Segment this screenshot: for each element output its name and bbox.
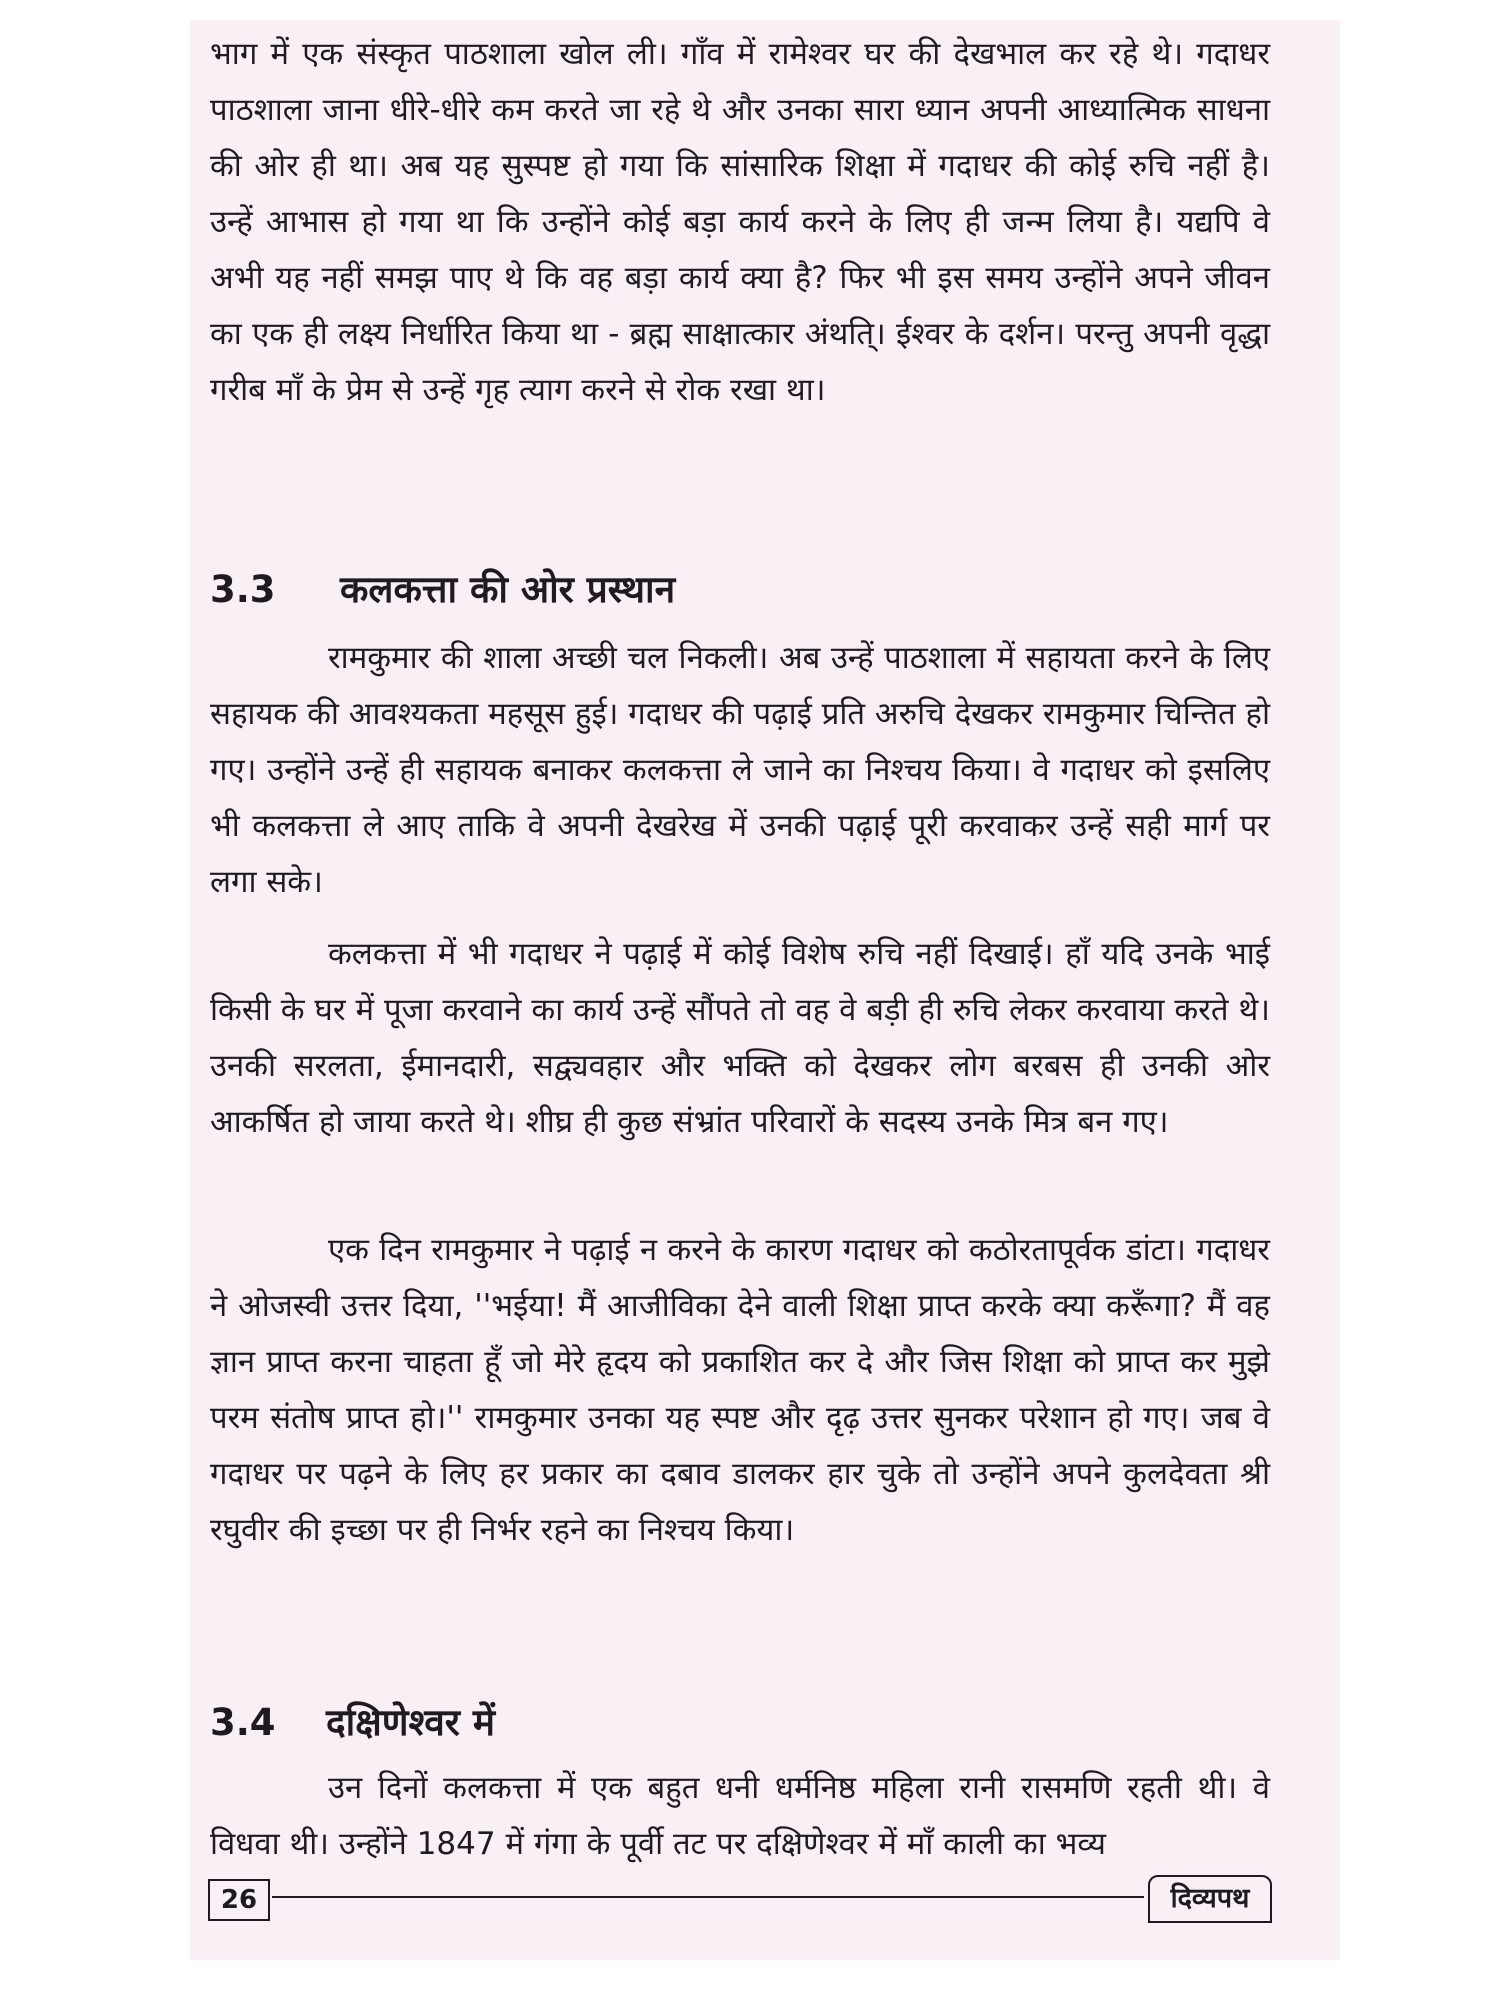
page-footer: [208, 1875, 1272, 1923]
section-number: 3.4: [210, 1701, 276, 1744]
section-title: कलकत्ता की ओर प्रस्थान: [340, 568, 676, 611]
paragraph-rani-rasmani: उन दिनों कलकत्ता में एक बहुत धनी धर्मनिष्ठ महिला रानी रासमणि रहती थी। वे विधवा थी। उन्होंने 1847 में गंगा के पूर्वी तट पर दक्षिणेश्वर में माँ काली का भव्य: [210, 1770, 1270, 1862]
paragraph-intro: भाग में एक संस्कृत पाठशाला खोल ली। गाँव में रामेश्वर घर की देखभाल कर रहे थे। गदाधर पाठशाला जाना धीरे-धीरे कम करते जा रहे थे और उनका सारा ध्यान अपनी आध्यात्मिक साधना की ओर ही था। अब यह सुस्पष्ट हो गया कि सांसारिक शिक्षा में गदाधर की कोई रुचि नहीं है। उन्हें आभास हो गया था कि उन्होंने कोई बड़ा कार्य करने के लिए ही जन्म लिया है। यद्यपि वे अभी यह नहीं समझ पाए थे कि वह बड़ा कार्य क्या है? फिर भी इस समय उन्होंने अपने जीवन का एक ही लक्ष्य निर्धारित किया था - ब्रह्म साक्षात्कार अंथति्। ईश्वर के दर्शन। परन्तु अपनी वृद्धा गरीब माँ के प्रेम से उन्हें गृह त्याग करने से रोक रखा था।: [210, 36, 1270, 408]
paragraph-calcutta-interest: कलकत्ता में भी गदाधर ने पढ़ाई में कोई विशेष रुचि नहीं दिखाई। हाँ यदि उनके भाई किसी के घर में पूजा करवाने का कार्य उन्हें सौंपते तो वह वे बड़ी ही रुचि लेकर करवाया करते थे। उनकी सरलता, ईमानदारी, सद्व्यवहार और भक्ति को देखकर लोग बरबस ही उनकी ओर आकर्षित हो जाया करते थे। शीघ्र ही कुछ संभ्रांत परिवारों के सदस्य उनके मित्र बन गए।: [210, 936, 1270, 1140]
section-title: दक्षिणेश्वर में: [326, 1701, 495, 1744]
footer-rule: [272, 1896, 1144, 1898]
page-number: 26: [208, 1879, 270, 1921]
paragraph-gadadhar-reply: एक दिन रामकुमार ने पढ़ाई न करने के कारण गदाधर को कठोरतापूर्वक डांटा। गदाधर ने ओजस्वी उत्तर दिया, ''भईया! मैं आजीविका देने वाली शिक्षा प्राप्त करके क्या करूँगा? मैं वह ज्ञान प्राप्त करना चाहता हूँ जो मेरे हृदय को प्रकाशित कर दे और जिस शिक्षा को प्राप्त कर मुझे परम संतोष प्राप्त हो।'' रामकुमार उनका यह स्पष्ट और दृढ़ उत्तर सुनकर परेशान हो गए। जब वे गदाधर पर पढ़ने के लिए हर प्रकार का दबाव डालकर हार चुके तो उन्होंने अपने कुलदेवता श्री रघुवीर की इच्छा पर ही निर्भर रहने का निश्चय किया।: [210, 1232, 1270, 1548]
book-title: दिव्यपथ: [1148, 1875, 1272, 1923]
paragraph-ramkumar-school: रामकुमार की शाला अच्छी चल निकली। अब उन्हें पाठशाला में सहायता करने के लिए सहायक की आवश्यकता महसूस हुई। गदाधर की पढ़ाई प्रति अरुचि देखकर रामकुमार चिन्तित हो गए। उन्होंने उन्हें ही सहायक बनाकर कलकत्ता ले जाने का निश्चय किया। वे गदाधर को इसलिए भी कलकत्ता ले आए ताकि वे अपनी देखरेख में उनकी पढ़ाई पूरी करवाकर उन्हें सही मार्ग पर लगा सके।: [210, 640, 1270, 900]
section-heading-3-3: [210, 560, 1270, 620]
section-heading-3-4: [210, 1693, 1270, 1753]
section-number: 3.3: [210, 568, 276, 611]
